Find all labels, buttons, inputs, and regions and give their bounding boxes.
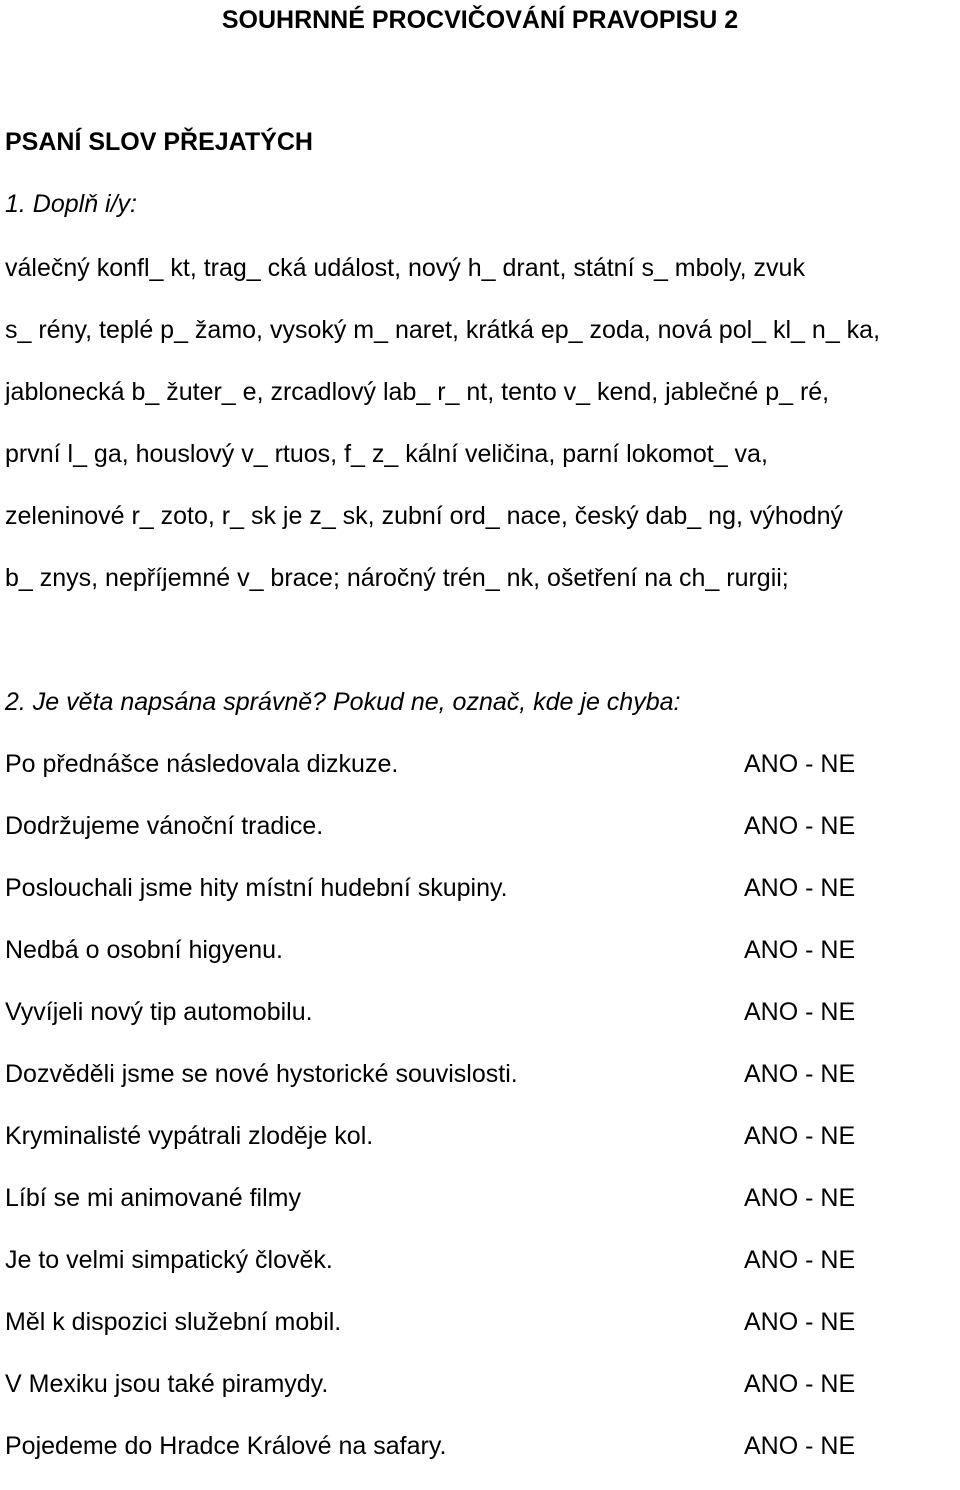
section-heading: PSANÍ SLOV PŘEJATÝCH xyxy=(5,128,313,156)
answer-choice-ano-ne[interactable]: ANO - NE xyxy=(744,1370,856,1398)
answer-choice-ano-ne[interactable]: ANO - NE xyxy=(744,1184,856,1212)
task2-heading: 2. Je věta napsána správně? Pokud ne, označ, kde je chyba: xyxy=(5,688,681,716)
sentence-row xyxy=(5,1304,905,1366)
fill-in-line: s_ rény, teplé p_ žamo, vysoký m_ naret, krátká ep_ zoda, nová pol_ kl_ n_ ka, xyxy=(5,316,881,344)
answer-choice-ano-ne[interactable]: ANO - NE xyxy=(744,1246,856,1274)
answer-choice-ano-ne[interactable]: ANO - NE xyxy=(744,1060,856,1088)
sentence-text: Vyvíjeli nový tip automobilu. xyxy=(5,998,313,1026)
sentence-row xyxy=(5,1118,905,1180)
answer-choice-ano-ne[interactable]: ANO - NE xyxy=(744,750,856,778)
task2-sentence-list xyxy=(5,746,905,1490)
fill-in-line: válečný konfl_ kt, trag_ cká událost, nový h_ drant, státní s_ mboly, zvuk xyxy=(5,254,805,282)
sentence-text: Líbí se mi animované filmy xyxy=(5,1184,301,1212)
sentence-text: Nedbá o osobní higyenu. xyxy=(5,936,283,964)
document-title: SOUHRNNÉ PROCVIČOVÁNÍ PRAVOPISU 2 xyxy=(221,6,739,34)
sentence-row xyxy=(5,1428,905,1490)
sentence-row xyxy=(5,1180,905,1242)
sentence-row xyxy=(5,932,905,994)
sentence-text: Poslouchali jsme hity místní hudební skupiny. xyxy=(5,874,508,902)
sentence-row xyxy=(5,994,905,1056)
fill-in-line: jablonecká b_ žuter_ e, zrcadlový lab_ r_ nt, tento v_ kend, jablečné p_ ré, xyxy=(5,378,830,406)
sentence-text: Měl k dispozici služební mobil. xyxy=(5,1308,342,1336)
answer-choice-ano-ne[interactable]: ANO - NE xyxy=(744,812,856,840)
sentence-row xyxy=(5,1242,905,1304)
fill-in-line: první l_ ga, houslový v_ rtuos, f_ z_ kální veličina, parní lokomot_ va, xyxy=(5,440,768,468)
sentence-text: Je to velmi simpatický člověk. xyxy=(5,1246,333,1274)
sentence-row xyxy=(5,870,905,932)
sentence-text: V Mexiku jsou také piramydy. xyxy=(5,1370,329,1398)
sentence-text: Po přednášce následovala dizkuze. xyxy=(5,750,399,778)
fill-in-line: zeleninové r_ zoto, r_ sk je z_ sk, zubní ord_ nace, český dab_ ng, výhodný xyxy=(5,502,843,530)
task1-fill-in-text xyxy=(5,250,880,622)
sentence-row xyxy=(5,746,905,808)
answer-choice-ano-ne[interactable]: ANO - NE xyxy=(744,1122,856,1150)
answer-choice-ano-ne[interactable]: ANO - NE xyxy=(744,1308,856,1336)
sentence-row xyxy=(5,1366,905,1428)
answer-choice-ano-ne[interactable]: ANO - NE xyxy=(744,936,856,964)
sentence-text: Kryminalisté vypátrali zloděje kol. xyxy=(5,1122,374,1150)
sentence-text: Pojedeme do Hradce Králové na safary. xyxy=(5,1432,447,1460)
sentence-text: Dozvěděli jsme se nové hystorické souvislosti. xyxy=(5,1060,518,1088)
sentence-row xyxy=(5,1056,905,1118)
fill-in-line: b_ znys, nepříjemné v_ brace; náročný trén_ nk, ošetření na ch_ rurgii; xyxy=(5,564,789,592)
answer-choice-ano-ne[interactable]: ANO - NE xyxy=(744,1432,856,1460)
answer-choice-ano-ne[interactable]: ANO - NE xyxy=(744,998,856,1026)
sentence-text: Dodržujeme vánoční tradice. xyxy=(5,812,324,840)
task1-heading: 1. Doplň i/y: xyxy=(5,190,138,218)
sentence-row xyxy=(5,808,905,870)
answer-choice-ano-ne[interactable]: ANO - NE xyxy=(744,874,856,902)
